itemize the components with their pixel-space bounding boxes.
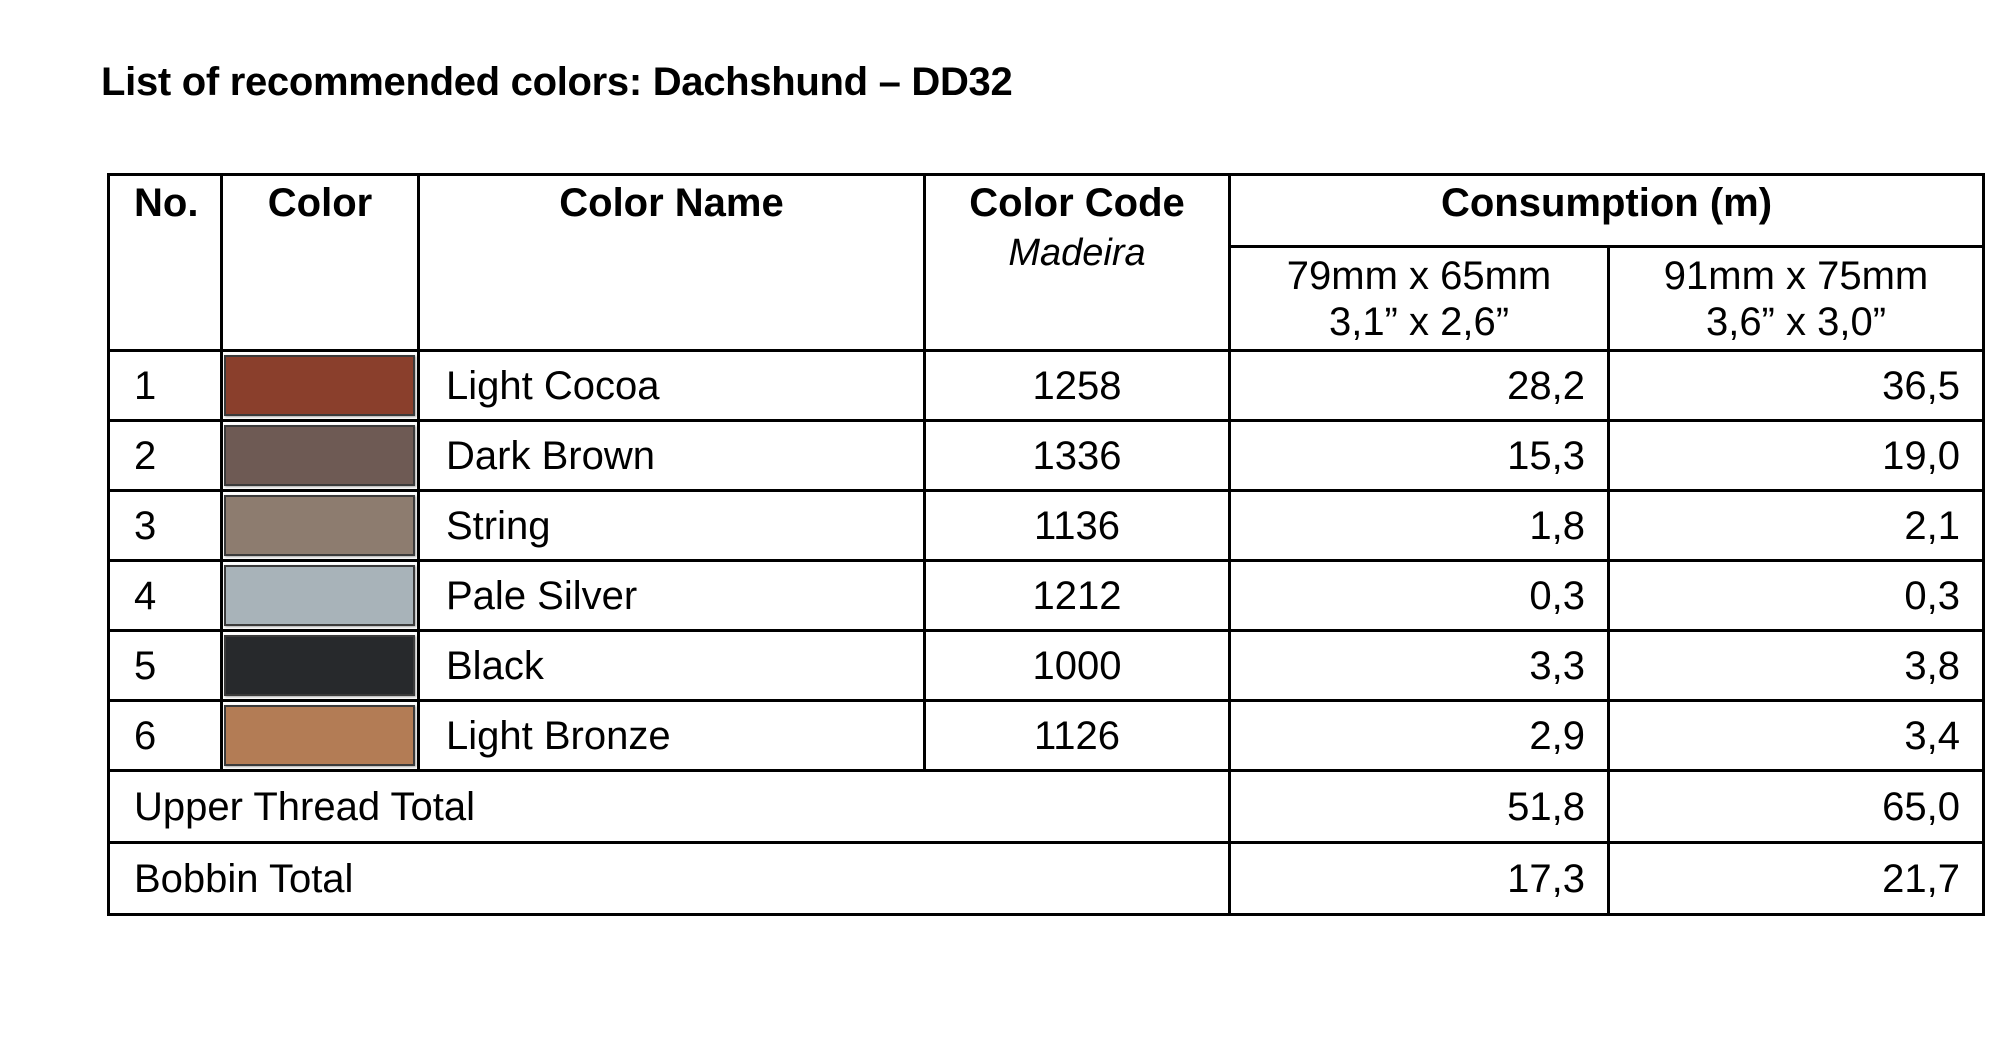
color-code: 1258 xyxy=(925,351,1230,421)
consumption-small: 28,2 xyxy=(1230,351,1609,421)
table-row xyxy=(109,421,1984,491)
page-title: List of recommended colors: Dachshund – DD32 xyxy=(101,60,1013,104)
size-small-imperial: 3,1” x 2,6” xyxy=(1328,299,1510,344)
bobbin-total-row xyxy=(109,843,1984,915)
header-no: No. xyxy=(109,175,222,351)
size-small-metric: 79mm x 65mm xyxy=(1286,253,1552,298)
color-swatch xyxy=(224,495,415,556)
header-color-code-brand: Madeira xyxy=(1008,232,1146,274)
upper-thread-total-row xyxy=(109,771,1984,843)
color-code: 1136 xyxy=(925,491,1230,561)
table-row xyxy=(109,631,1984,701)
swatch-cell xyxy=(222,351,419,421)
table-row xyxy=(109,701,1984,771)
swatch-cell xyxy=(222,491,419,561)
row-number: 5 xyxy=(109,631,222,701)
color-name: Dark Brown xyxy=(419,421,925,491)
consumption-small: 15,3 xyxy=(1230,421,1609,491)
swatch-cell xyxy=(222,421,419,491)
header-size-small xyxy=(1230,247,1609,351)
consumption-large: 2,1 xyxy=(1609,491,1984,561)
consumption-large: 0,3 xyxy=(1609,561,1984,631)
color-swatch xyxy=(224,565,415,626)
total-large: 21,7 xyxy=(1609,843,1984,915)
consumption-small: 2,9 xyxy=(1230,701,1609,771)
row-number: 6 xyxy=(109,701,222,771)
header-size-large xyxy=(1609,247,1984,351)
color-code: 1212 xyxy=(925,561,1230,631)
header-consumption: Consumption (m) xyxy=(1230,175,1984,247)
swatch-cell xyxy=(222,561,419,631)
total-label: Bobbin Total xyxy=(109,843,1230,915)
consumption-small: 1,8 xyxy=(1230,491,1609,561)
size-large-imperial: 3,6” x 3,0” xyxy=(1705,299,1887,344)
consumption-large: 3,8 xyxy=(1609,631,1984,701)
consumption-large: 36,5 xyxy=(1609,351,1984,421)
row-number: 2 xyxy=(109,421,222,491)
color-name: Light Cocoa xyxy=(419,351,925,421)
total-small: 17,3 xyxy=(1230,843,1609,915)
consumption-large: 3,4 xyxy=(1609,701,1984,771)
swatch-cell xyxy=(222,631,419,701)
total-label: Upper Thread Total xyxy=(109,771,1230,843)
color-name: Pale Silver xyxy=(419,561,925,631)
consumption-large: 19,0 xyxy=(1609,421,1984,491)
color-code: 1336 xyxy=(925,421,1230,491)
total-large: 65,0 xyxy=(1609,771,1984,843)
color-swatch xyxy=(224,635,415,696)
size-large-metric: 91mm x 75mm xyxy=(1663,253,1929,298)
row-number: 4 xyxy=(109,561,222,631)
color-swatch xyxy=(224,705,415,766)
color-code: 1126 xyxy=(925,701,1230,771)
row-number: 1 xyxy=(109,351,222,421)
color-name: Light Bronze xyxy=(419,701,925,771)
header-color-code-label: Color Code xyxy=(969,181,1185,225)
table-row xyxy=(109,351,1984,421)
color-table xyxy=(107,173,1985,916)
consumption-small: 0,3 xyxy=(1230,561,1609,631)
table-row xyxy=(109,491,1984,561)
color-code: 1000 xyxy=(925,631,1230,701)
row-number: 3 xyxy=(109,491,222,561)
color-name: String xyxy=(419,491,925,561)
color-swatch xyxy=(224,425,415,486)
color-swatch xyxy=(224,355,415,416)
header-color-code xyxy=(925,175,1230,351)
table-row xyxy=(109,561,1984,631)
swatch-cell xyxy=(222,701,419,771)
consumption-small: 3,3 xyxy=(1230,631,1609,701)
header-color-name: Color Name xyxy=(419,175,925,351)
header-color: Color xyxy=(222,175,419,351)
total-small: 51,8 xyxy=(1230,771,1609,843)
color-name: Black xyxy=(419,631,925,701)
